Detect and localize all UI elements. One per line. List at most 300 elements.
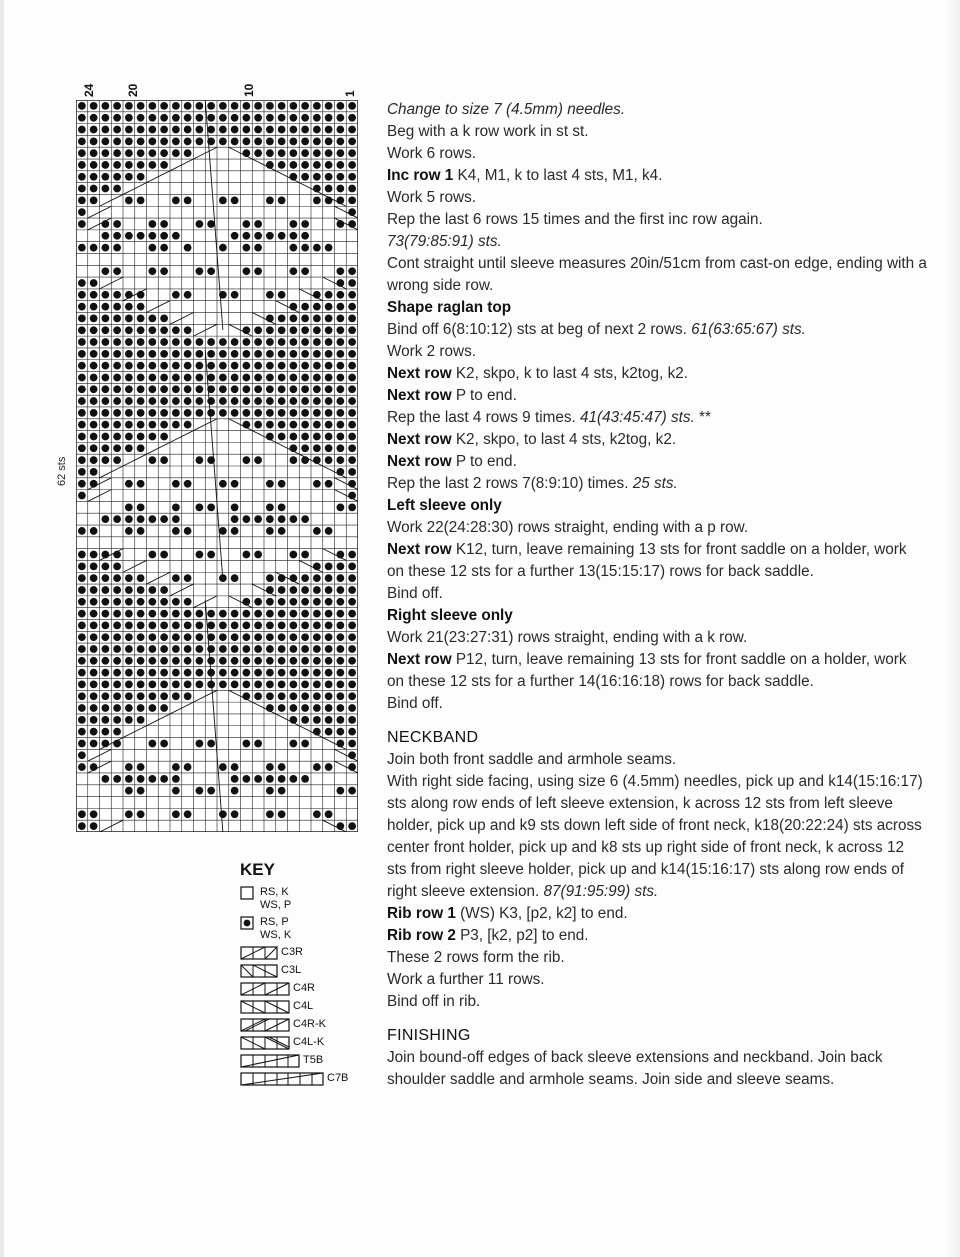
instruction-line — [387, 473, 927, 495]
c4r-k-cable-icon — [240, 1018, 290, 1032]
purl-stitch-mark — [125, 362, 133, 370]
purl-stitch-mark — [242, 114, 250, 122]
key-item-c7b — [240, 1070, 380, 1088]
purl-stitch-mark — [266, 362, 274, 370]
purl-stitch-mark — [160, 740, 168, 748]
purl-stitch-mark — [301, 326, 309, 334]
purl-stitch-mark — [254, 126, 262, 134]
purl-stitch-mark — [113, 173, 121, 181]
purl-stitch-mark — [90, 586, 98, 594]
purl-stitch-mark — [219, 622, 227, 630]
purl-stitch-mark — [301, 657, 309, 665]
purl-stitch-mark — [137, 232, 145, 240]
purl-stitch-mark — [137, 763, 145, 771]
purl-stitch-mark — [172, 810, 180, 818]
purl-stitch-mark — [266, 149, 274, 157]
purl-stitch-mark — [101, 562, 109, 570]
instruction-line: Bind off in rib. — [387, 993, 481, 1010]
purl-stitch-mark — [125, 409, 133, 417]
purl-stitch-mark — [137, 669, 145, 677]
purl-stitch-mark — [148, 220, 156, 228]
purl-stitch-mark — [148, 740, 156, 748]
purl-stitch-mark — [266, 622, 274, 630]
purl-stitch-mark — [219, 480, 227, 488]
purl-stitch-mark — [172, 480, 180, 488]
instruction-line: Bind off. — [387, 695, 443, 712]
purl-stitch-mark — [101, 161, 109, 169]
purl-stitch-mark — [113, 775, 121, 783]
purl-stitch-mark — [242, 385, 250, 393]
instruction-line — [387, 165, 927, 187]
purl-stitch-mark — [301, 704, 309, 712]
purl-stitch-mark — [78, 716, 86, 724]
purl-stitch-mark — [101, 315, 109, 323]
purl-stitch-mark — [348, 267, 356, 275]
purl-stitch-mark — [313, 315, 321, 323]
key-label: C4R — [293, 982, 316, 994]
purl-stitch-mark — [207, 126, 215, 134]
purl-stitch-mark — [137, 645, 145, 653]
purl-stitch-mark — [336, 669, 344, 677]
purl-stitch-mark — [254, 633, 262, 641]
purl-stitch-mark — [148, 161, 156, 169]
instruction-line: Beg with a k row work in st st. — [387, 123, 589, 140]
purl-stitch-mark — [325, 728, 333, 736]
purl-stitch-mark — [172, 374, 180, 382]
key-item-c4l — [240, 998, 380, 1016]
purl-stitch-mark — [336, 716, 344, 724]
purl-stitch-mark — [78, 551, 86, 559]
instruction-line — [387, 429, 927, 451]
purl-stitch-mark — [231, 350, 239, 358]
purl-stitch-mark — [219, 196, 227, 204]
purl-stitch-mark — [195, 551, 203, 559]
purl-stitch-mark — [289, 126, 297, 134]
purl-stitch-mark — [90, 810, 98, 818]
purl-stitch-mark — [278, 704, 286, 712]
purl-stitch-mark — [195, 503, 203, 511]
purl-stitch-mark — [348, 196, 356, 204]
purl-stitch-mark — [336, 645, 344, 653]
purl-stitch-mark — [289, 586, 297, 594]
purl-stitch-mark — [278, 681, 286, 689]
purl-stitch-mark — [148, 421, 156, 429]
purl-stitch-mark — [113, 633, 121, 641]
purl-stitch-mark — [289, 350, 297, 358]
purl-stitch-mark — [137, 161, 145, 169]
purl-stitch-mark — [325, 149, 333, 157]
purl-stitch-mark — [160, 409, 168, 417]
purl-stitch-mark — [78, 810, 86, 818]
purl-stitch-mark — [242, 338, 250, 346]
row-text: P to end. — [451, 453, 517, 470]
row-text: K2, skpo, k to last 4 sts, k2tog, k2. — [451, 365, 688, 382]
purl-stitch-mark — [278, 161, 286, 169]
purl-stitch-mark — [195, 114, 203, 122]
purl-stitch-mark — [348, 444, 356, 452]
purl-stitch-mark — [266, 232, 274, 240]
purl-stitch-mark — [160, 456, 168, 464]
purl-stitch-mark — [219, 527, 227, 535]
row-text: Rep the last 4 rows 9 times. — [387, 409, 580, 426]
purl-stitch-mark — [184, 397, 192, 405]
purl-stitch-mark — [101, 728, 109, 736]
purl-stitch-mark — [336, 149, 344, 157]
purl-stitch-mark — [219, 244, 227, 252]
purl-stitch-mark — [125, 350, 133, 358]
purl-stitch-mark — [219, 137, 227, 145]
purl-stitch-mark — [301, 220, 309, 228]
purl-stitch-mark — [160, 433, 168, 441]
purl-stitch-mark — [172, 657, 180, 665]
purl-stitch-mark — [219, 338, 227, 346]
purl-stitch-mark — [301, 692, 309, 700]
purl-stitch-mark — [348, 385, 356, 393]
purl-stitch-mark — [313, 149, 321, 157]
purl-stitch-mark — [254, 610, 262, 618]
purl-stitch-mark — [90, 657, 98, 665]
purl-stitch-mark — [325, 244, 333, 252]
purl-stitch-mark — [172, 598, 180, 606]
chart-key — [240, 860, 380, 1088]
purl-stitch-mark — [90, 362, 98, 370]
purl-stitch-mark — [125, 232, 133, 240]
purl-stitch-mark — [325, 598, 333, 606]
purl-stitch-mark — [289, 610, 297, 618]
purl-stitch-mark — [125, 645, 133, 653]
purl-stitch-mark — [113, 728, 121, 736]
purl-stitch-mark — [160, 551, 168, 559]
purl-stitch-mark — [336, 362, 344, 370]
purl-stitch-mark — [325, 385, 333, 393]
purl-stitch-mark — [242, 126, 250, 134]
purl-stitch-mark — [266, 126, 274, 134]
purl-stitch-mark — [137, 303, 145, 311]
purl-stitch-mark — [266, 633, 274, 641]
purl-stitch-mark — [90, 610, 98, 618]
purl-stitch-mark — [172, 763, 180, 771]
purl-stitch-mark — [113, 102, 121, 110]
instruction-line — [387, 319, 927, 341]
purl-stitch-mark — [90, 114, 98, 122]
purl-stitch-mark — [184, 527, 192, 535]
purl-stitch-mark — [137, 338, 145, 346]
purl-stitch-mark — [313, 137, 321, 145]
purl-stitch-mark — [207, 622, 215, 630]
purl-stitch-mark — [160, 421, 168, 429]
purl-stitch-mark — [336, 291, 344, 299]
purl-stitch-mark — [313, 681, 321, 689]
purl-stitch-mark — [266, 787, 274, 795]
purl-stitch-mark — [125, 480, 133, 488]
purl-stitch-mark — [125, 681, 133, 689]
purl-stitch-mark — [254, 220, 262, 228]
purl-stitch-mark — [325, 350, 333, 358]
purl-stitch-mark — [242, 244, 250, 252]
purl-stitch-mark — [336, 102, 344, 110]
purl-stitch-mark — [160, 622, 168, 630]
purl-stitch-mark — [78, 385, 86, 393]
purl-stitch-mark — [78, 220, 86, 228]
purl-stitch-mark — [313, 385, 321, 393]
purl-stitch-mark — [184, 362, 192, 370]
purl-stitch-mark — [231, 503, 239, 511]
purl-stitch-mark — [348, 787, 356, 795]
purl-stitch-mark — [231, 657, 239, 665]
purl-stitch-mark — [336, 622, 344, 630]
purl-stitch-mark — [254, 669, 262, 677]
purl-stitch-mark — [160, 126, 168, 134]
purl-stitch-mark — [78, 456, 86, 464]
purl-stitch-mark — [289, 421, 297, 429]
purl-stitch-mark — [101, 444, 109, 452]
purl-stitch-mark — [325, 338, 333, 346]
purl-stitch-mark — [113, 704, 121, 712]
purl-stitch-mark — [325, 362, 333, 370]
purl-stitch-mark — [219, 763, 227, 771]
row-label: Next row — [387, 453, 452, 470]
purl-stitch-mark — [289, 338, 297, 346]
purl-stitch-mark — [289, 137, 297, 145]
purl-stitch-mark — [336, 338, 344, 346]
purl-stitch-mark — [148, 126, 156, 134]
purl-stitch-mark — [78, 338, 86, 346]
purl-stitch-mark — [266, 657, 274, 665]
purl-stitch-mark — [336, 728, 344, 736]
purl-stitch-mark — [231, 232, 239, 240]
purl-stitch-mark — [336, 598, 344, 606]
purl-stitch-mark — [219, 610, 227, 618]
purl-stitch-mark — [125, 586, 133, 594]
page-shadow — [946, 0, 960, 1257]
purl-stitch-mark — [301, 444, 309, 452]
purl-stitch-mark — [125, 444, 133, 452]
purl-stitch-mark — [148, 244, 156, 252]
purl-stitch-mark — [278, 350, 286, 358]
purl-stitch-mark — [172, 232, 180, 240]
purl-stitch-mark — [266, 326, 274, 334]
purl-stitch-mark — [301, 716, 309, 724]
purl-stitch-mark — [231, 362, 239, 370]
purl-stitch-mark — [160, 149, 168, 157]
purl-stitch-mark — [101, 126, 109, 134]
purl-stitch-mark — [313, 362, 321, 370]
purl-stitch-mark — [184, 574, 192, 582]
purl-stitch-mark — [289, 267, 297, 275]
purl-stitch-mark — [148, 385, 156, 393]
key-label-line2: WS, K — [260, 929, 292, 941]
purl-stitch-mark — [195, 657, 203, 665]
purl-stitch-mark — [242, 456, 250, 464]
purl-stitch-mark — [125, 763, 133, 771]
purl-stitch-mark — [137, 527, 145, 535]
purl-stitch-mark — [336, 409, 344, 417]
purl-stitch-mark — [278, 763, 286, 771]
purl-stitch-mark — [313, 810, 321, 818]
purl-stitch-mark — [160, 775, 168, 783]
purl-stitch-mark — [266, 810, 274, 818]
c3r-cable-icon — [240, 946, 278, 960]
purl-stitch-mark — [184, 114, 192, 122]
purl-stitch-mark — [78, 657, 86, 665]
purl-stitch-mark — [266, 338, 274, 346]
purl-stitch-mark — [137, 681, 145, 689]
purl-stitch-mark — [113, 421, 121, 429]
purl-stitch-mark — [289, 551, 297, 559]
purl-stitch-mark — [301, 303, 309, 311]
purl-stitch-mark — [78, 208, 86, 216]
purl-stitch-mark — [278, 385, 286, 393]
purl-stitch-mark — [207, 409, 215, 417]
purl-stitch-mark — [148, 350, 156, 358]
purl-stitch-mark — [231, 385, 239, 393]
purl-stitch-mark — [78, 704, 86, 712]
purl-stitch-mark — [301, 374, 309, 382]
purl-stitch-mark — [137, 692, 145, 700]
purl-stitch-mark — [101, 633, 109, 641]
purl-stitch-mark — [254, 102, 262, 110]
purl-stitch-mark — [78, 468, 86, 476]
purl-stitch-mark — [172, 527, 180, 535]
purl-stitch-mark — [90, 633, 98, 641]
purl-stitch-mark — [325, 669, 333, 677]
purl-stitch-mark — [266, 574, 274, 582]
purl-stitch-mark — [195, 338, 203, 346]
purl-stitch-mark — [78, 669, 86, 677]
purl-stitch-mark — [148, 433, 156, 441]
purl-stitch-mark — [90, 740, 98, 748]
purl-stitch-mark — [125, 503, 133, 511]
purl-stitch-mark — [348, 704, 356, 712]
purl-stitch-mark — [113, 161, 121, 169]
purl-stitch-mark — [125, 810, 133, 818]
purl-stitch-mark — [90, 433, 98, 441]
purl-stitch-mark — [325, 173, 333, 181]
purl-stitch-mark — [254, 692, 262, 700]
purl-stitch-mark — [289, 315, 297, 323]
row-text: P3, [k2, p2] to end. — [455, 927, 589, 944]
purl-stitch-mark — [148, 315, 156, 323]
purl-stitch-mark — [336, 456, 344, 464]
purl-stitch-mark — [254, 232, 262, 240]
purl-stitch-mark — [348, 114, 356, 122]
purl-stitch-mark — [101, 657, 109, 665]
stitch-count-line: 73(79:85:91) sts. — [387, 233, 502, 250]
purl-stitch-mark — [301, 775, 309, 783]
purl-stitch-mark — [90, 315, 98, 323]
empty-square-icon — [240, 886, 254, 900]
purl-stitch-mark — [219, 385, 227, 393]
purl-stitch-mark — [113, 669, 121, 677]
instruction-line: Work 22(24:28:30) rows straight, ending with a p row. — [387, 519, 749, 536]
purl-stitch-mark — [101, 350, 109, 358]
purl-stitch-mark — [125, 598, 133, 606]
purl-stitch-mark — [78, 751, 86, 759]
purl-stitch-mark — [231, 374, 239, 382]
purl-stitch-mark — [313, 527, 321, 535]
purl-stitch-mark — [101, 326, 109, 334]
purl-stitch-mark — [348, 669, 356, 677]
purl-stitch-mark — [348, 598, 356, 606]
purl-stitch-mark — [101, 267, 109, 275]
purl-stitch-mark — [313, 114, 321, 122]
purl-stitch-mark — [289, 102, 297, 110]
purl-stitch-mark — [254, 326, 262, 334]
purl-stitch-mark — [301, 433, 309, 441]
instruction-line: Work 6 rows. — [387, 145, 476, 162]
purl-stitch-mark — [148, 338, 156, 346]
purl-stitch-mark — [289, 775, 297, 783]
purl-stitch-mark — [254, 598, 262, 606]
purl-stitch-mark — [231, 137, 239, 145]
purl-stitch-mark — [101, 173, 109, 181]
purl-stitch-mark — [242, 740, 250, 748]
purl-stitch-mark — [313, 716, 321, 724]
purl-stitch-mark — [336, 586, 344, 594]
purl-stitch-mark — [278, 775, 286, 783]
purl-stitch-mark — [172, 787, 180, 795]
purl-stitch-mark — [78, 622, 86, 630]
key-label-line1: RS, K — [260, 886, 289, 898]
purl-stitch-mark — [101, 114, 109, 122]
purl-stitch-mark — [289, 326, 297, 334]
purl-stitch-mark — [231, 622, 239, 630]
purl-stitch-mark — [336, 444, 344, 452]
purl-stitch-mark — [172, 196, 180, 204]
purl-stitch-mark — [278, 645, 286, 653]
purl-stitch-mark — [101, 291, 109, 299]
purl-stitch-mark — [101, 622, 109, 630]
purl-stitch-mark — [301, 681, 309, 689]
purl-stitch-mark — [266, 385, 274, 393]
purl-stitch-mark — [301, 515, 309, 523]
purl-stitch-mark — [113, 220, 121, 228]
purl-stitch-mark — [195, 137, 203, 145]
purl-stitch-mark — [289, 633, 297, 641]
purl-stitch-mark — [113, 114, 121, 122]
key-label: C3L — [281, 964, 302, 976]
c4r-cable-icon — [240, 982, 290, 996]
key-item-c4r — [240, 980, 380, 998]
purl-stitch-mark — [207, 551, 215, 559]
purl-stitch-mark — [278, 598, 286, 606]
purl-stitch-mark — [113, 586, 121, 594]
purl-stitch-mark — [125, 126, 133, 134]
purl-stitch-mark — [219, 374, 227, 382]
purl-stitch-mark — [137, 622, 145, 630]
purl-stitch-mark — [184, 137, 192, 145]
purl-stitch-mark — [125, 657, 133, 665]
purl-stitch-mark — [78, 196, 86, 204]
purl-stitch-mark — [160, 692, 168, 700]
purl-stitch-mark — [137, 114, 145, 122]
purl-stitch-mark — [231, 515, 239, 523]
purl-stitch-mark — [325, 397, 333, 405]
purl-stitch-mark — [113, 645, 121, 653]
purl-stitch-mark — [313, 326, 321, 334]
purl-stitch-mark — [348, 137, 356, 145]
purl-stitch-mark — [289, 161, 297, 169]
purl-stitch-mark — [289, 149, 297, 157]
purl-stitch-mark — [266, 527, 274, 535]
purl-stitch-mark — [266, 102, 274, 110]
purl-stitch-mark — [148, 598, 156, 606]
purl-stitch-mark — [219, 409, 227, 417]
purl-stitch-mark — [266, 503, 274, 511]
purl-stitch-mark — [148, 515, 156, 523]
purl-stitch-mark — [266, 114, 274, 122]
purl-stitch-mark — [254, 350, 262, 358]
